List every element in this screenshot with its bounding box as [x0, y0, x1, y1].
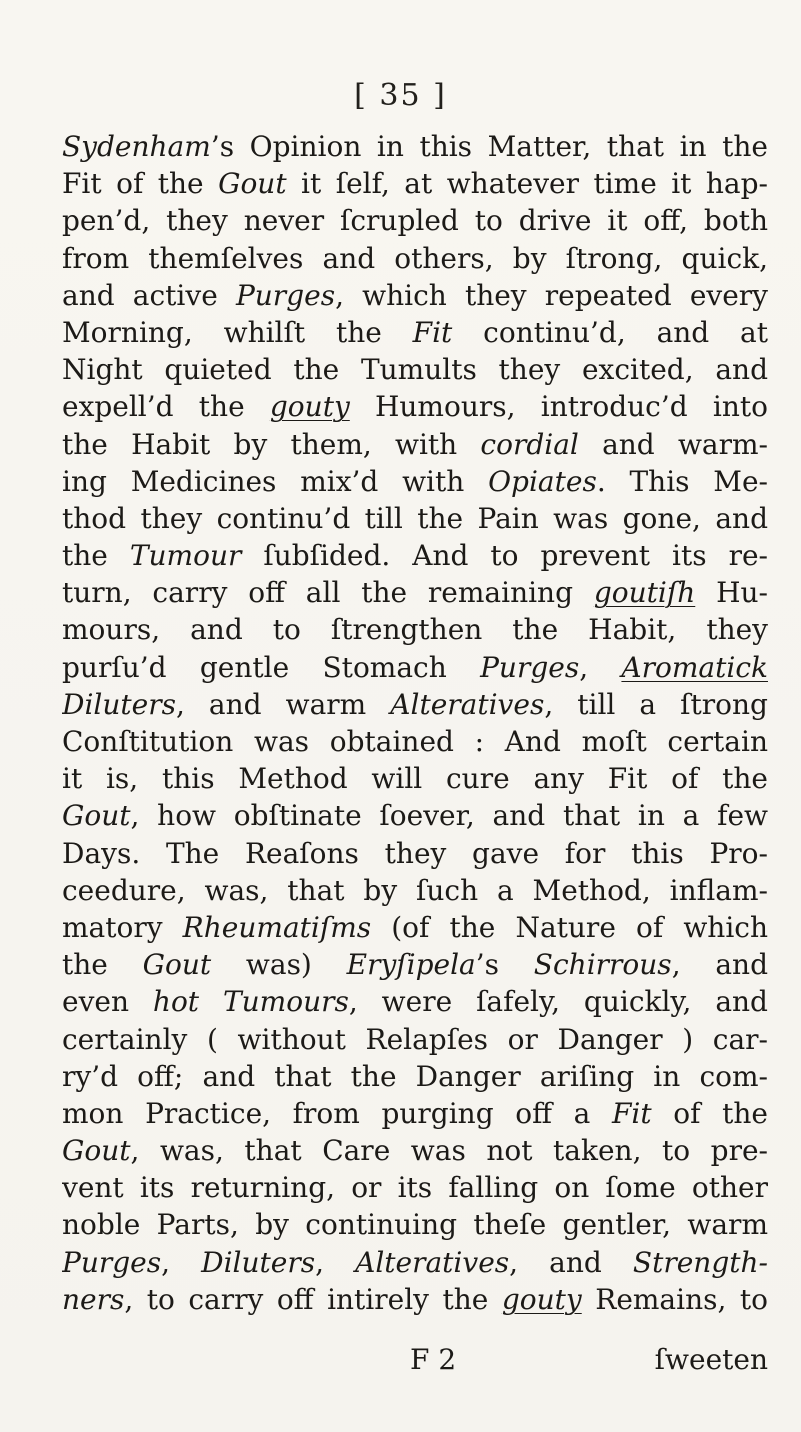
italic-text: Purges: [480, 650, 580, 684]
text-segment: continu’d, and at: [452, 315, 768, 349]
text-segment: ,: [579, 650, 622, 684]
text-segment: Days. The Reaſons they gave for this Pro-: [62, 836, 768, 870]
italic-text: Rheumatiſms: [182, 910, 372, 944]
text-line: [62, 1169, 768, 1206]
text-line: [62, 351, 768, 388]
text-segment: (of the Nature of which: [371, 910, 768, 944]
text-segment: Conſtitution was obtained : And moſt certain: [62, 725, 768, 758]
text-line: [62, 649, 768, 686]
text-segment: turn, carry off all the remaining: [62, 576, 594, 610]
text-segment: the Habit by them, with: [62, 427, 481, 461]
italic-text: Eryſipela: [346, 948, 476, 982]
text-line: [62, 500, 768, 537]
italic-text: gouty: [501, 1282, 582, 1316]
text-segment: Remains, to: [581, 1282, 768, 1316]
text-line: [62, 611, 768, 648]
text-line: [62, 128, 768, 165]
text-segment: mours, and to ſtrengthen the Habit, they: [62, 613, 768, 647]
text-segment: vent its returning, or its falling on ſome other: [62, 1171, 768, 1205]
text-segment: ’s Opinion in this Matter, that in the: [210, 130, 768, 163]
text-segment: ,: [161, 1245, 202, 1279]
signature-mark: F 2: [410, 1343, 457, 1376]
text-line: [62, 1021, 768, 1058]
text-line: [62, 760, 768, 797]
text-segment: Morning, whilſt the: [62, 315, 413, 349]
italic-text: gouty: [269, 390, 350, 424]
text-line: [62, 165, 768, 202]
text-segment: noble Parts, by continuing theſe gentler, warm: [62, 1208, 768, 1242]
text-segment: Hu-: [695, 576, 768, 610]
text-segment: mon Practice, from purging off a: [62, 1096, 612, 1130]
text-segment: ry’d off; and that the Danger ariſing in com-: [62, 1059, 768, 1093]
italic-text: Alteratives: [390, 687, 545, 721]
text-line: [62, 686, 768, 723]
text-line: [62, 983, 768, 1020]
text-segment: Fit of the: [62, 167, 219, 201]
italic-text: Schirrous: [533, 948, 672, 982]
text-segment: , to carry off intirely the: [124, 1282, 502, 1316]
text-line: [62, 946, 768, 983]
text-line: [62, 723, 768, 760]
italic-text: Purges: [62, 1245, 162, 1279]
text-line: [62, 835, 768, 872]
text-segment: , and: [509, 1245, 633, 1279]
text-segment: certainly ( without Relapſes or Danger ) car-: [62, 1022, 768, 1056]
page-number: [ 35 ]: [354, 78, 447, 113]
italic-text: Fit: [412, 315, 453, 349]
text-segment: , was, that Care was not taken, to pre-: [130, 1134, 768, 1168]
text-line: [62, 574, 768, 611]
italic-text: goutiſh: [593, 576, 696, 610]
italic-text: Diluters: [62, 687, 176, 721]
text-line: [62, 909, 768, 946]
text-segment: it ſelf, at whatever time it hap-: [286, 167, 768, 201]
text-segment: expell’d the: [62, 390, 270, 424]
text-segment: of the: [651, 1096, 768, 1130]
text-line: [62, 314, 768, 351]
text-segment: it is, this Method will cure any Fit of the: [62, 762, 768, 796]
text-line: [62, 1206, 768, 1243]
italic-text: Gout: [218, 167, 287, 201]
text-line: [62, 1281, 768, 1318]
text-segment: from themſelves and others, by ſtrong, quick,: [62, 241, 768, 275]
italic-text: Gout: [62, 799, 131, 833]
italic-text: Diluters: [201, 1245, 316, 1279]
text-segment: , were ſafely, quickly, and: [348, 985, 768, 1019]
text-line: [62, 797, 768, 834]
text-segment: , which they repeated every: [335, 278, 768, 312]
text-segment: was): [211, 948, 347, 982]
italic-text: Opiates: [488, 464, 597, 498]
text-segment: , and warm: [175, 687, 391, 721]
italic-text: Tumour: [129, 539, 242, 573]
text-segment: even: [62, 985, 153, 1019]
text-segment: Night quieted the Tumults they excited, and: [62, 353, 768, 387]
text-segment: the: [62, 539, 130, 573]
text-segment: and active: [62, 278, 236, 312]
italic-text: Aromatick: [621, 650, 768, 684]
italic-text: ners: [62, 1282, 125, 1316]
text-line: [62, 1132, 768, 1169]
italic-text: hot Tumours: [152, 985, 349, 1019]
text-line: [62, 277, 768, 314]
text-segment: ceedure, was, that by ſuch a Method, inflam-: [62, 873, 768, 907]
italic-text: Gout: [142, 948, 212, 982]
italic-text: Gout: [62, 1134, 131, 1168]
text-line: [62, 240, 768, 277]
text-segment: Humours, introduc’d into: [349, 390, 768, 424]
text-segment: ,: [315, 1245, 356, 1279]
text-segment: ſubſided. And to prevent its re-: [241, 539, 768, 573]
text-segment: pen’d, they never ſcrupled to drive it off, both: [62, 204, 768, 238]
text-line: [62, 463, 768, 500]
text-segment: ’s: [475, 948, 534, 982]
italic-text: cordial: [480, 427, 579, 461]
text-segment: and warm-: [578, 427, 768, 461]
text-segment: purſu’d gentle Stomach: [62, 650, 481, 684]
text-segment: thod they continu’d till the Pain was gone, and: [62, 501, 768, 535]
text-segment: , till a ſtrong: [544, 687, 768, 721]
text-line: [62, 426, 768, 463]
text-line: [62, 1058, 768, 1095]
text-line: [62, 388, 768, 425]
italic-text: Alteratives: [355, 1245, 510, 1279]
italic-text: Fit: [612, 1096, 652, 1130]
text-segment: matory: [62, 910, 183, 944]
text-segment: , and: [671, 948, 768, 982]
text-line: [62, 1244, 768, 1281]
italic-text: Sydenham: [62, 130, 211, 163]
text-segment: , how obſtinate ſoever, and that in a few: [130, 799, 768, 833]
text-segment: ing Medicines mix’d with: [62, 464, 489, 498]
italic-text: Purges: [235, 278, 336, 312]
text-line: [62, 1095, 768, 1132]
page-footer: [62, 1341, 768, 1378]
italic-text: Strength-: [632, 1245, 768, 1279]
catchword: ſweeten: [654, 1343, 768, 1376]
text-segment: the: [62, 948, 143, 982]
text-line: [62, 872, 768, 909]
body-text: [62, 128, 768, 1318]
text-segment: . This Me-: [596, 464, 768, 498]
text-line: [62, 537, 768, 574]
text-line: [62, 202, 768, 239]
